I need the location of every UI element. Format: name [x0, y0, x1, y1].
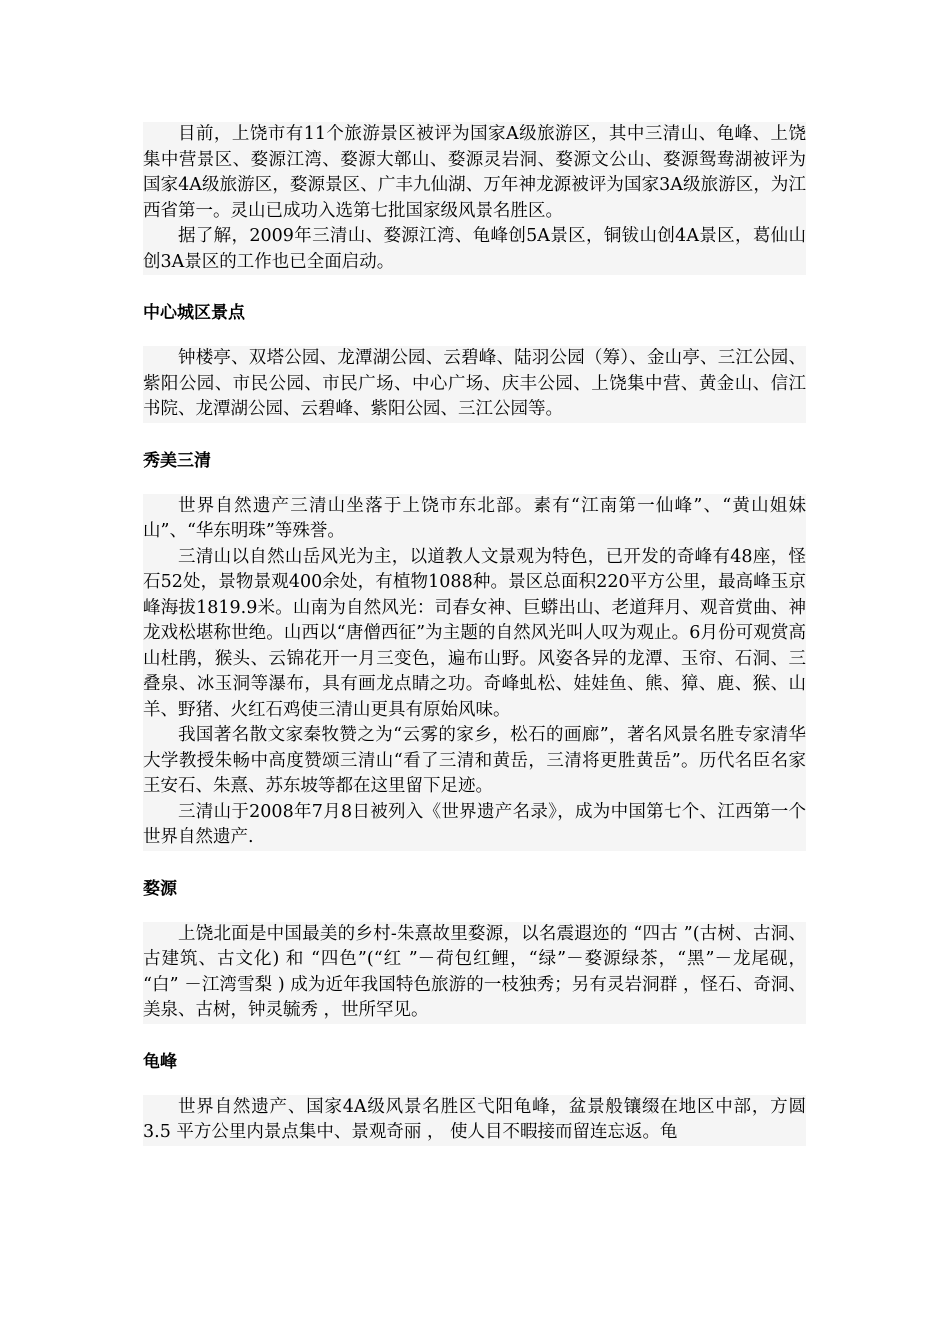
- paragraph: 目前，上饶市有11个旅游景区被评为国家A级旅游区，其中三清山、龟峰、上饶集中营景区、婺源江湾、婺源大鄣山、婺源灵岩洞、婺源文公山、婺源鸳鸯湖被评为国家4A级旅游区，婺源景区、广丰九仙湖、万年神龙源被评为国家3A级旅游区，为江西省第一。灵山已成功入选第七批国家级风景名胜区。: [143, 124, 806, 221]
- spacer: [143, 326, 806, 346]
- spacer: [143, 423, 806, 449]
- document-body: [143, 122, 806, 1146]
- paragraph: 世界自然遗产三清山坐落于上饶市东北部。素有“江南第一仙峰”、“黄山姐妹山”、“华东明珠”等殊誉。: [143, 495, 806, 541]
- section-heading-guifeng: 龟峰: [143, 1050, 806, 1075]
- intro-section: [143, 122, 806, 275]
- paragraph: 三清山以自然山岳风光为主，以道教人文景观为特色，已开发的奇峰有48座，怪石52处，景物景观400余处，有植物1088种。景区总面积220平方公里，最高峰玉京峰海拔1819.9米。山南为自然风光：司春女神、巨蟒出山、老道拜月、观音赏曲、神龙戏松堪称世绝。山西以“唐僧西征”为主题的自然风光叫人叹为观止。6月份可观赏高山杜鹃，猴头、云锦花开一月三变色，遍布山野。风姿各异的龙潭、玉帘、石洞、三叠泉、冰玉洞等瀑布，具有画龙点睛之功。奇峰虬松、娃娃鱼、熊、獐、鹿、猴、山羊、野猪、火红石鸡使三清山更具有原始风味。: [143, 546, 806, 720]
- wuyuan-section: [143, 922, 806, 1024]
- spacer: [143, 851, 806, 877]
- spacer: [143, 1075, 806, 1095]
- spacer: [143, 275, 806, 301]
- section-heading-wuyuan: 婺源: [143, 877, 806, 902]
- paragraph: 上饶北面是中国最美的乡村-朱熹故里婺源，以名震遐迩的 “四古 ”(古树、古洞、古建筑、古文化) 和 “四色”(“红 ”－荷包红鲤，“绿”－婺源绿茶，“黑”－龙尾砚， “白” －江湾雪梨 ) 成为近年我国特色旅游的一枝独秀；另有灵岩洞群 ，怪石、奇洞、美泉、古树，钟灵毓秀 ，世所罕见。: [143, 923, 806, 1020]
- paragraph: 据了解，2009年三清山、婺源江湾、龟峰创5A景区，铜钹山创4A景区，葛仙山创3A景区的工作也已全面启动。: [143, 226, 806, 272]
- city-section: [143, 346, 806, 423]
- paragraph: 世界自然遗产、国家4A级风景名胜区弋阳龟峰，盆景般镶缀在地区中部，方圆 3.5 平方公里内景点集中、景观奇丽 ， 使人目不暇接而留连忘返。龟: [143, 1096, 806, 1142]
- sanqing-section: [143, 494, 806, 851]
- paragraph: 钟楼亭、双塔公园、龙潭湖公园、云碧峰、陆羽公园（筹）、金山亭、三江公园、紫阳公园、市民公园、市民广场、中心广场、庆丰公园、上饶集中营、黄金山、信江书院、龙潭湖公园、云碧峰、紫阳公园、三江公园等。: [143, 348, 806, 419]
- paragraph: 我国著名散文家秦牧赞之为“云雾的家乡，松石的画廊”，著名风景名胜专家清华大学教授朱畅中高度赞颂三清山“看了三清和黄岳，三清将更胜黄岳”。历代名臣名家王安石、朱熹、苏东坡等都在这里留下足迹。: [143, 725, 806, 796]
- spacer: [143, 474, 806, 494]
- section-heading-sanqing: 秀美三清: [143, 449, 806, 474]
- paragraph: 三清山于2008年7月8日被列入《世界遗产名录》，成为中国第七个、江西第一个世界自然遗产.: [143, 801, 806, 847]
- guifeng-section: [143, 1095, 806, 1146]
- spacer: [143, 1024, 806, 1050]
- spacer: [143, 902, 806, 922]
- section-heading-city: 中心城区景点: [143, 301, 806, 326]
